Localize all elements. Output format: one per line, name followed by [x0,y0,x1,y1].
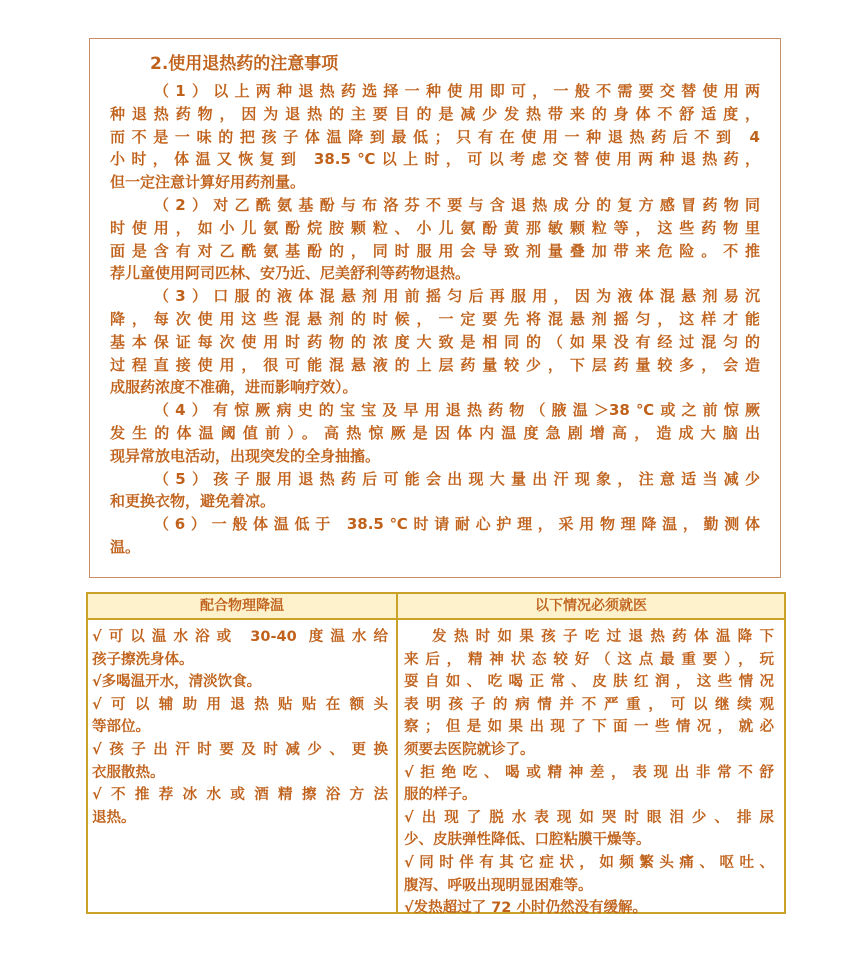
paragraph-line: 等部位。 [92,719,150,736]
table-header-physical-cooling: 配合物理降温 [88,594,396,620]
info-table [86,592,786,917]
paragraph-line: 少、皮肤弹性降低、口腔粘膜干燥等。 [404,832,651,849]
paragraph-line: 而不是一味的把孩子体温降到最低；只有在使用一种退热药后不到 4 [110,127,760,146]
paragraph-line: 发生的体温阈值前）。高热惊厥是因体内温度急剧增高，造成大脑出 [110,423,760,442]
paragraph-line: 面是含有对乙酰氨基酚的，同时服用会导致剂量叠加带来危险。不推 [110,241,760,260]
paragraph-line: √同时伴有其它症状，如频繁头痛、呕吐、 [404,854,774,871]
paragraph-line: 衣服散热。 [92,764,165,781]
paragraph-line: 基本保证每次使用时药物的浓度大致是相同的（如果没有经过混匀的 [110,332,760,351]
paragraph-line: √不推荐冰水或酒精擦浴方法 [92,787,388,804]
paragraph-line: （5）孩子服用退热药后可能会出现大量出汗现象，注意适当减少 [154,469,760,488]
see-doctor-cell [404,626,774,920]
paragraph-line: 荐儿童使用阿司匹林、安乃近、尼美舒利等药物退热。 [110,264,471,283]
table-header-see-doctor: 以下情况必须就医 [398,594,784,620]
paragraph-line: 退热。 [92,809,136,826]
paragraph-line: 服的样子。 [404,787,477,804]
paragraph-line: 须要去医院就诊了。 [404,741,535,758]
paragraph-line: 但一定注意计算好用药剂量。 [110,173,306,192]
section-body [110,80,760,559]
paragraph-line: （4）有惊厥病史的宝宝及早用退热药物（腋温＞38℃或之前惊厥 [154,401,760,420]
paragraph-line: 察；但是如果出现了下面一些情况，就必 [404,719,774,736]
paragraph-line: 腹泻、呼吸出现明显困难等。 [404,877,593,894]
paragraph-line: （3）口服的液体混悬剂用前摇匀后再服用，因为液体混悬剂易沉 [154,287,760,306]
paragraph-line: （1）以上两种退热药选择一种使用即可，一般不需要交替使用两 [154,82,760,100]
paragraph-line: 孩子擦洗身体。 [92,651,194,668]
paragraph-line: √可以温水浴或 30-40 度温水给 [92,629,388,645]
paragraph-line: √出现了脱水表现如哭时眼泪少、排尿 [404,809,774,826]
paragraph-line: （2）对乙酰氨基酚与布洛芬不要与含退热成分的复方感冒药物同 [154,195,760,214]
paragraph-line: √发热超过了 72 小时仍然没有缓解。 [404,900,647,917]
paragraph-line: 和更换衣物，避免着凉。 [110,492,276,511]
paragraph-line: 时使用，如小儿氨酚烷胺颗粒、小儿氨酚黄那敏颗粒等，这些药物里 [110,218,760,237]
paragraph-line: 种退热药物，因为退热的主要目的是减少发热带来的身体不舒适度， [110,104,760,123]
paragraph-line: √孩子出汗时要及时减少、更换 [92,741,388,758]
paragraph-line: 小时，体温又恢复到 38.5℃以上时，可以考虑交替使用两种退热药， [110,150,760,169]
precautions-box [89,38,781,578]
paragraph-line: 耍自如、吃喝正常、皮肤红润，这些情况 [404,674,774,691]
paragraph-line: 表明孩子的病情并不严重，可以继续观 [404,696,774,713]
paragraph-line: 成服药浓度不准确，进而影响疗效）。 [110,378,358,397]
paragraph-line: 来后，精神状态较好（这点最重要），玩 [404,651,774,668]
paragraph-line: 发热时如果孩子吃过退热药体温降下 [432,629,774,645]
paragraph-line: 降，每次使用这些混悬剂的时候，一定要先将混悬剂摇匀，这样才能 [110,309,760,328]
paragraph-line: √多喝温开水，清淡饮食。 [92,674,262,691]
paragraph-line: √可以辅助用退热贴贴在额头 [92,696,388,713]
paragraph-line: 现异常放电活动，出现突发的全身抽搐。 [110,446,381,465]
paragraph-line: 温。 [110,537,141,556]
paragraph-line: （6）一般体温低于 38.5℃时请耐心护理，采用物理降温，勤测体 [154,515,760,534]
physical-cooling-cell [92,626,388,829]
section-title: 2.使用退热药的注意事项 [150,54,339,74]
paragraph-line: 过程直接使用，很可能混悬液的上层药量较少，下层药量较多，会造 [110,355,760,374]
paragraph-line: √拒绝吃、喝或精神差，表现出非常不舒 [404,764,774,781]
column-divider [396,594,398,912]
